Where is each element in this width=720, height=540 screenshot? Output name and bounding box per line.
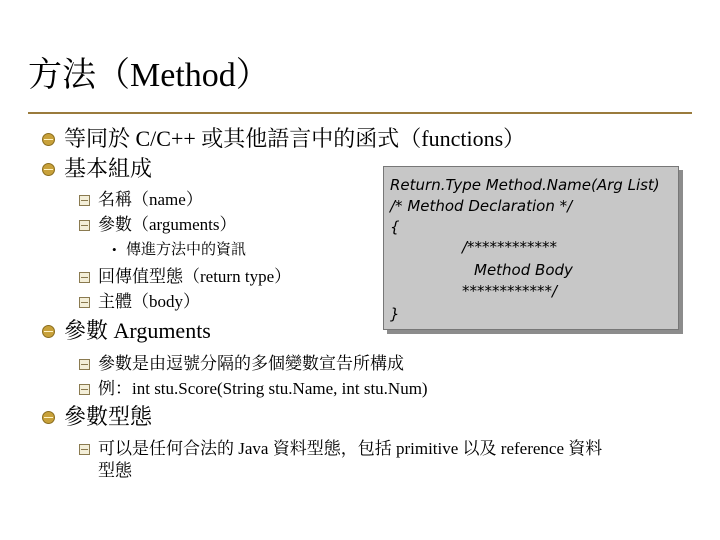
sub-bullet-icon	[79, 297, 90, 308]
sub-sub-bullet-info: 傳進方法中的資訊	[126, 242, 247, 258]
sub-bullet-icon	[79, 444, 90, 455]
code-comment-end: ************/	[462, 282, 558, 300]
sub-bullet-return-type: 回傳值型態（return type）	[98, 267, 292, 286]
bullet-icon	[42, 325, 55, 338]
title-divider	[28, 112, 692, 114]
bullet-icon	[42, 411, 55, 424]
bullet-basic-components: 基本組成	[64, 156, 153, 181]
sub-bullet-body: 主體（body）	[98, 292, 200, 311]
sub-bullet-icon	[79, 384, 90, 395]
slide-title: 方法（Method）	[28, 57, 270, 94]
bullet-icon	[42, 163, 55, 176]
sub-bullet-icon	[79, 220, 90, 231]
sub-bullet-example: 例：int stu.Score(String stu.Name, int stu.Num)	[98, 379, 428, 398]
sub-bullet-icon	[79, 272, 90, 283]
sub-bullet-args-desc: 參數是由逗號分隔的多個變數宣告所構成	[98, 354, 404, 373]
bullet-icon	[42, 133, 55, 146]
code-declaration-comment: /* Method Declaration */	[390, 197, 573, 215]
code-close-brace: }	[390, 305, 400, 323]
sub-bullet-name: 名稱（name）	[98, 190, 203, 209]
code-signature: Return.Type Method.Name(Arg List)	[390, 176, 660, 194]
dot-bullet-icon: •	[112, 242, 117, 257]
code-comment-start: /************	[462, 238, 558, 256]
bullet-functions: 等同於 C/C++ 或其他語言中的函式（functions）	[64, 126, 526, 151]
sub-bullet-arguments: 參數（arguments）	[98, 215, 237, 234]
code-method-body: Method Body	[474, 261, 573, 279]
sub-bullet-types-desc-cont: 型態	[98, 461, 132, 480]
sub-bullet-icon	[79, 359, 90, 370]
code-open-brace: {	[390, 218, 400, 236]
sub-bullet-icon	[79, 195, 90, 206]
sub-bullet-types-desc: 可以是任何合法的 Java 資料型態，包括 primitive 以及 reference 資料	[98, 439, 603, 458]
bullet-parameter-types: 參數型態	[64, 404, 153, 429]
bullet-arguments: 參數 Arguments	[64, 318, 211, 343]
method-syntax-box	[383, 166, 679, 330]
